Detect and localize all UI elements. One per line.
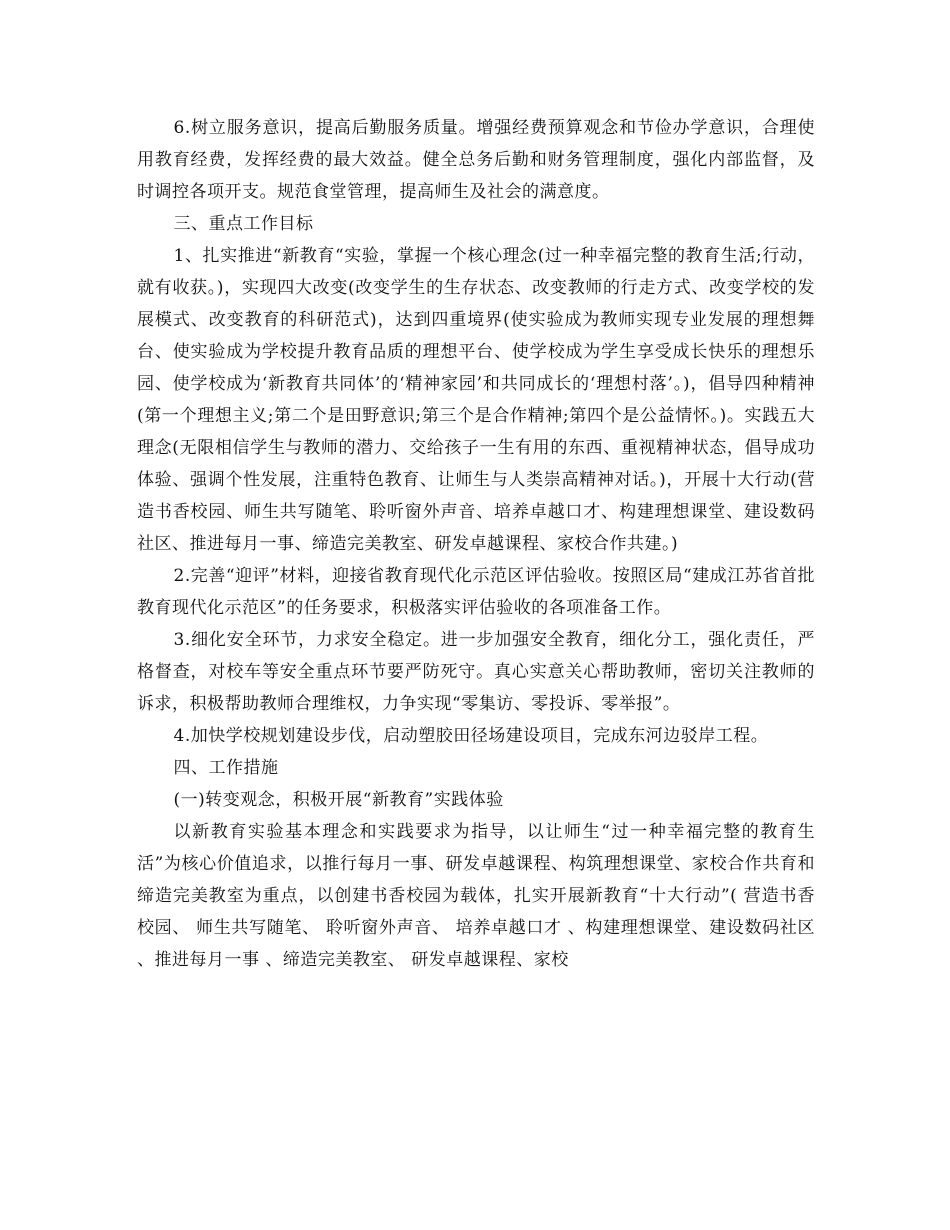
subsection-heading-change-concepts: (一)转变观念，积极开展“新教育”实践体验 bbox=[173, 790, 504, 810]
paragraph-safety: 3.细化安全环节，力求安全稳定。进一步加强安全教育，细化分工，强化责任，严格督查，对校车等安全重点环节要严防死守。真心实意关心帮助教师，密切关注教师的诉求，积极帮助教师合理维权，力争实现“零集访、零投诉、零举报”。 bbox=[137, 630, 815, 714]
paragraph-practice-guidance: 以新教育实验基本理念和实践要求为指导，以让师生“过一种幸福完整的教育生活”为核心价值追求，以推行每月一事、研发卓越课程、构筑理想课堂、家校合作共育和缔造完美教室为重点，以创建书香校园为载体，扎实开展新教育“十大行动”( 营造书香校园、 师生共写随笔、 聆听窗外声音、 培养卓越口才 、构建理想课堂、建设数码社区 、推进每月一事 、缔造完美教室、 研发卓越课程、家校 bbox=[137, 822, 815, 970]
section-heading-key-goals: 三、重点工作目标 bbox=[173, 214, 314, 234]
paragraph-campus-construction: 4.加快学校规划建设步伐，启动塑胶田径场建设项目，完成东河边驳岸工程。 bbox=[173, 726, 769, 746]
document-page bbox=[137, 112, 815, 976]
paragraph-new-education-experiment: 1、扎实推进“新教育“实验，掌握一个核心理念(过一种幸福完整的教育生活;行动，就有收获。)，实现四大改变(改变学生的生存状态、改变教师的行走方式、改变学校的发展模式、改变教育的科研范式)，达到四重境界(使实验成为教师实现专业发展的理想舞台、使实验成为学校提升教育品质的理想平台、使学校成为学生享受成长快乐的理想乐园、使学校成为‘新教育共同体’的‘精神家园’和共同成长的‘理想村落’。)，倡导四种精神(第一个理想主义;第二个是田野意识;第三个是合作精神;第四个是公益情怀。)。实践五大理念(无限相信学生与教师的潜力、交给孩子一生有用的东西、重视精神状态，倡导成功体验、强调个性发展，注重特色教育、让师生与人类崇高精神对话。)，开展十大行动(营造书香校园、师生共写随笔、聆听窗外声音、培养卓越口才、构建理想课堂、建设数码社区、推进每月一事、缔造完美教室、研发卓越课程、家校合作共建。) bbox=[137, 246, 815, 554]
paragraph-service-awareness: 6.树立服务意识，提高后勤服务质量。增强经费预算观念和节俭办学意识，合理使用教育经费，发挥经费的最大效益。健全总务后勤和财务管理制度，强化内部监督，及时调控各项开支。规范食堂管理，提高师生及社会的满意度。 bbox=[137, 118, 815, 202]
section-heading-measures: 四、工作措施 bbox=[173, 758, 279, 778]
paragraph-evaluation-materials: 2.完善“迎评”材料，迎接省教育现代化示范区评估验收。按照区局“建成江苏省首批教育现代化示范区”的任务要求，积极落实评估验收的各项准备工作。 bbox=[137, 566, 815, 618]
